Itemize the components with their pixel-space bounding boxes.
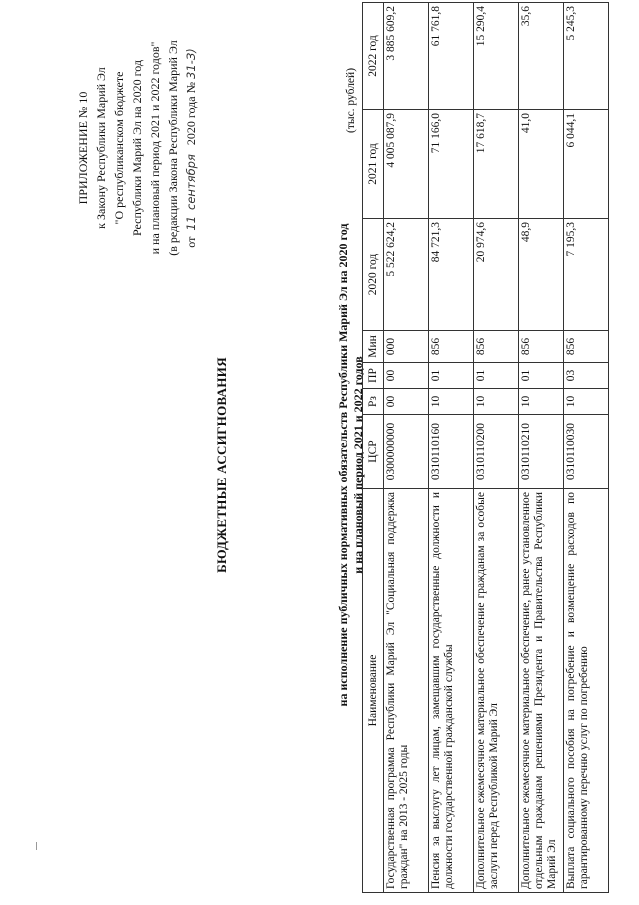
row-2021: 6 044,1 — [564, 110, 609, 219]
row-2020: 20 974,6 — [474, 219, 519, 331]
row-pr: 03 — [564, 363, 609, 389]
row-2021: 4 005 087,9 — [384, 110, 429, 219]
row-pr: 01 — [519, 363, 564, 389]
header-2021: 2021 год — [363, 110, 384, 219]
row-pr: 01 — [429, 363, 474, 389]
row-rz: 10 — [564, 389, 609, 415]
table-row — [429, 3, 474, 893]
row-pr: 01 — [474, 363, 519, 389]
row-min: 856 — [474, 331, 519, 363]
date-month: сентября — [184, 154, 198, 210]
row-name: Государственная программа Республики Марий Эл "Социальная поддержка граждан" на 2013 - 2025 годы — [384, 489, 429, 893]
unit-label: (тыс. рублей) — [345, 67, 357, 133]
row-rz: 00 — [384, 389, 429, 415]
row-rz: 10 — [519, 389, 564, 415]
row-2022: 15 290,4 — [474, 3, 519, 110]
date-prefix: от — [184, 236, 198, 248]
row-csr: 0310110160 — [429, 415, 474, 489]
table-header-row — [363, 3, 384, 893]
header-pr: ПР — [363, 363, 384, 389]
row-2021: 41,0 — [519, 110, 564, 219]
row-name: Дополнительное ежемесячное материальное обеспечение, ранее установленное отдельным гражданам решениями Президента и Правительства Республики Марий Эл — [519, 489, 564, 893]
appendix-line: к Закону Республики Марий Эл — [94, 67, 108, 229]
row-name: Выплата социального пособия на погребение и возмещение расходов по гарантированному перечню услуг по погребению — [564, 489, 609, 893]
row-2022: 61 761,8 — [429, 3, 474, 110]
date-year: 2020 года — [184, 96, 198, 146]
row-2022: 5 245,3 — [564, 3, 609, 110]
row-2021: 17 618,7 — [474, 110, 519, 219]
table-row — [564, 3, 609, 893]
appendix-line: ПРИЛОЖЕНИЕ № 10 — [76, 91, 90, 205]
row-min: 856 — [519, 331, 564, 363]
row-2020: 48,9 — [519, 219, 564, 331]
row-rz: 10 — [429, 389, 474, 415]
allocations-table — [362, 2, 609, 893]
appendix-date-line — [182, 3, 200, 293]
row-csr: 0300000000 — [384, 415, 429, 489]
subtitle-line: и на плановый период 2021 и 2022 годов — [351, 356, 365, 574]
table-row — [474, 3, 519, 893]
row-pr: 00 — [384, 363, 429, 389]
row-2020: 84 721,3 — [429, 219, 474, 331]
row-rz: 10 — [474, 389, 519, 415]
law-number: 31-З) — [184, 48, 198, 79]
row-csr: 0310110210 — [519, 415, 564, 489]
law-number-label: № — [184, 81, 198, 94]
row-2022: 35,6 — [519, 3, 564, 110]
scan-mark — [36, 842, 37, 850]
header-2020: 2020 год — [363, 219, 384, 331]
appendix-line: Республики Марий Эл на 2020 год — [130, 60, 144, 236]
row-2020: 5 522 624,2 — [384, 219, 429, 331]
row-min: 856 — [429, 331, 474, 363]
document-title: БЮДЖЕТНЫЕ АССИГНОВАНИЯ — [214, 357, 229, 573]
row-min: 000 — [384, 331, 429, 363]
row-csr: 0310110030 — [564, 415, 609, 489]
date-day: 11 — [184, 215, 198, 231]
row-min: 856 — [564, 331, 609, 363]
table-row — [384, 3, 429, 893]
appendix-line: (в редакции Закона Республики Марий Эл — [166, 40, 180, 256]
row-2020: 7 195,3 — [564, 219, 609, 331]
row-name: Дополнительное ежемесячное материальное обеспечение гражданам за особые заслуги перед Республикой Марий Эл — [474, 489, 519, 893]
header-2022: 2022 год — [363, 3, 384, 110]
row-csr: 0310110200 — [474, 415, 519, 489]
header-name: Наименование — [363, 489, 384, 893]
header-min: Мин — [363, 331, 384, 363]
appendix-line: "О республиканском бюджете — [112, 71, 126, 225]
header-csr: ЦСР — [363, 415, 384, 489]
appendix-line: и на плановый период 2021 и 2022 годов" — [148, 41, 162, 255]
row-2021: 71 166,0 — [429, 110, 474, 219]
header-rz: Рз — [363, 389, 384, 415]
subtitle-line: на исполнение публичных нормативных обязательств Республики Марий Эл на 2020 год — [336, 223, 350, 707]
title-block — [214, 145, 366, 785]
table-row — [519, 3, 564, 893]
appendix-header — [74, 3, 200, 293]
row-2022: 3 885 609,2 — [384, 3, 429, 110]
row-name: Пенсия за выслугу лет лицам, замещавшим государственные должности и должности государственной гражданской службы — [429, 489, 474, 893]
